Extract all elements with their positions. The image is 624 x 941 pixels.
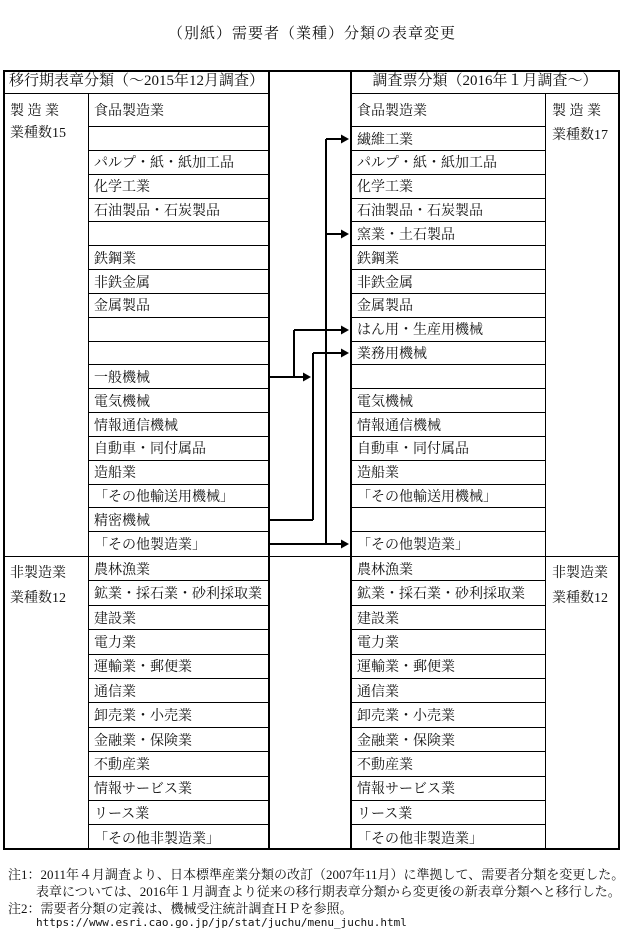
new-industry-cell: 電気機械 (352, 389, 545, 413)
new-industry-cell: 「その他製造業」 (357, 538, 469, 554)
new-industry-cell: 金属製品 (352, 294, 545, 318)
old-industry-cell (89, 127, 268, 151)
new-industry-cell: 不動産業 (352, 752, 545, 776)
new-industry-cell: 情報サービス業 (352, 777, 545, 801)
new-industry-cell: 「その他非製造業」 (357, 831, 483, 847)
new-industry-cell: 鉱業・採石業・砂利採取業 (352, 581, 545, 605)
new-industry-cell (352, 365, 545, 389)
old-classification-header: 移行期表章分類（～2015年12月調査） (9, 73, 265, 89)
new-industry-cell: 農林漁業 (352, 557, 545, 581)
old-industry-cell: 「その他輸送用機械」 (89, 485, 268, 509)
new-industry-cell: 電力業 (352, 630, 545, 654)
old-industry-cell: 不動産業 (89, 752, 268, 776)
old-industry-cell: 通信業 (89, 679, 268, 703)
new-industry-cell: 卸売業・小売業 (352, 703, 545, 727)
footnote-1-line-2: 表章については、2016年１月調査より従来の移行期表章分類から変更後の新表章分類へと移行した。 (36, 884, 621, 899)
new-nonmfg-column (352, 557, 545, 850)
new-mfg-group-label: 製 造 業 (552, 104, 601, 119)
old-industry-cell: 農林漁業 (89, 557, 268, 581)
old-industry-cell: 一般機械 (89, 365, 268, 389)
footnote-url: https://www.esri.cao.go.jp/jp/stat/juchu/menu_juchu.html (36, 916, 407, 929)
old-industry-cell: パルプ・紙・紙加工品 (89, 151, 268, 175)
new-industry-cell: 鉄鋼業 (352, 246, 545, 270)
old-industry-cell: 鉄鋼業 (89, 246, 268, 270)
new-industry-cell: 金融業・保険業 (352, 728, 545, 752)
old-industry-cell: 造船業 (89, 461, 268, 485)
new-industry-cell: 繊維工業 (352, 127, 545, 151)
new-mfg-column (352, 94, 545, 556)
new-industry-cell: 非鉄金属 (352, 270, 545, 294)
new-industry-cell: 食品製造業 (352, 94, 545, 127)
old-industry-cell (89, 342, 268, 366)
old-industry-cell: 「その他製造業」 (94, 538, 206, 554)
old-industry-cell: 鉱業・採石業・砂利採取業 (89, 581, 268, 605)
new-nonmfg-group-label: 非製造業 (552, 566, 608, 581)
new-industry-cell: 業務用機械 (352, 342, 545, 366)
old-industry-cell (89, 318, 268, 342)
new-industry-cell: 情報通信機械 (352, 413, 545, 437)
old-industry-cell: 電気機械 (89, 389, 268, 413)
new-industry-cell: 通信業 (352, 679, 545, 703)
new-mfg-group-count: 業種数17 (552, 128, 608, 143)
grid-line-right-group-divider (545, 93, 546, 849)
new-industry-cell: はん用・生産用機械 (352, 318, 545, 342)
new-industry-cell: 運輸業・郵便業 (352, 655, 545, 679)
old-industry-cell: 石油製品・石炭製品 (89, 199, 268, 223)
old-nonmfg-column (89, 557, 268, 850)
old-industry-cell: 化学工業 (89, 175, 268, 199)
new-industry-cell: 化学工業 (352, 175, 545, 199)
old-industry-cell: 卸売業・小売業 (89, 703, 268, 727)
new-nonmfg-group-count: 業種数12 (552, 591, 608, 606)
grid-line-old-table-right-edge (268, 70, 270, 849)
old-nonmfg-group-label: 非製造業 (10, 566, 66, 581)
old-industry-cell: リース業 (89, 801, 268, 825)
footnote-1-line-1: 注1：2011年４月調査より、日本標準産業分類の改訂（2007年11月）に準拠して、需要者分類を変更した。 (8, 867, 624, 882)
old-mfg-column (89, 94, 268, 556)
new-industry-cell: 「その他輸送用機械」 (352, 485, 545, 509)
new-industry-cell: 自動車・同付属品 (352, 437, 545, 461)
old-industry-cell: 「その他非製造業」 (94, 831, 220, 847)
old-industry-cell: 運輸業・郵便業 (89, 655, 268, 679)
new-industry-cell: パルプ・紙・紙加工品 (352, 151, 545, 175)
old-industry-cell: 情報サービス業 (89, 777, 268, 801)
old-industry-cell: 電力業 (89, 630, 268, 654)
old-industry-cell: 情報通信機械 (89, 413, 268, 437)
old-industry-cell: 自動車・同付属品 (89, 437, 268, 461)
old-industry-cell: 非鉄金属 (89, 270, 268, 294)
new-industry-cell: 建設業 (352, 606, 545, 630)
old-mfg-group-count: 業種数15 (10, 126, 66, 141)
old-industry-cell: 金融業・保険業 (89, 728, 268, 752)
old-industry-cell: 金属製品 (89, 294, 268, 318)
old-industry-cell: 建設業 (89, 606, 268, 630)
new-industry-cell: リース業 (352, 801, 545, 825)
new-industry-cell: 石油製品・石炭製品 (352, 199, 545, 223)
old-mfg-group-label: 製 造 業 (10, 104, 59, 119)
old-industry-cell (89, 222, 268, 246)
footnote-2: 注2：需要者分類の定義は、機械受注統計調査ＨＰを参照。 (8, 901, 353, 916)
old-nonmfg-group-count: 業種数12 (10, 591, 66, 606)
old-industry-cell: 食品製造業 (89, 94, 268, 127)
new-industry-cell (352, 508, 545, 532)
new-industry-cell: 窯業・土石製品 (352, 222, 545, 246)
page-title: （別紙）需要者（業種）分類の表章変更 (167, 26, 456, 42)
new-industry-cell: 造船業 (352, 461, 545, 485)
old-industry-cell: 精密機械 (89, 508, 268, 532)
new-classification-header: 調査票分類（2016年１月調査～） (372, 73, 598, 89)
